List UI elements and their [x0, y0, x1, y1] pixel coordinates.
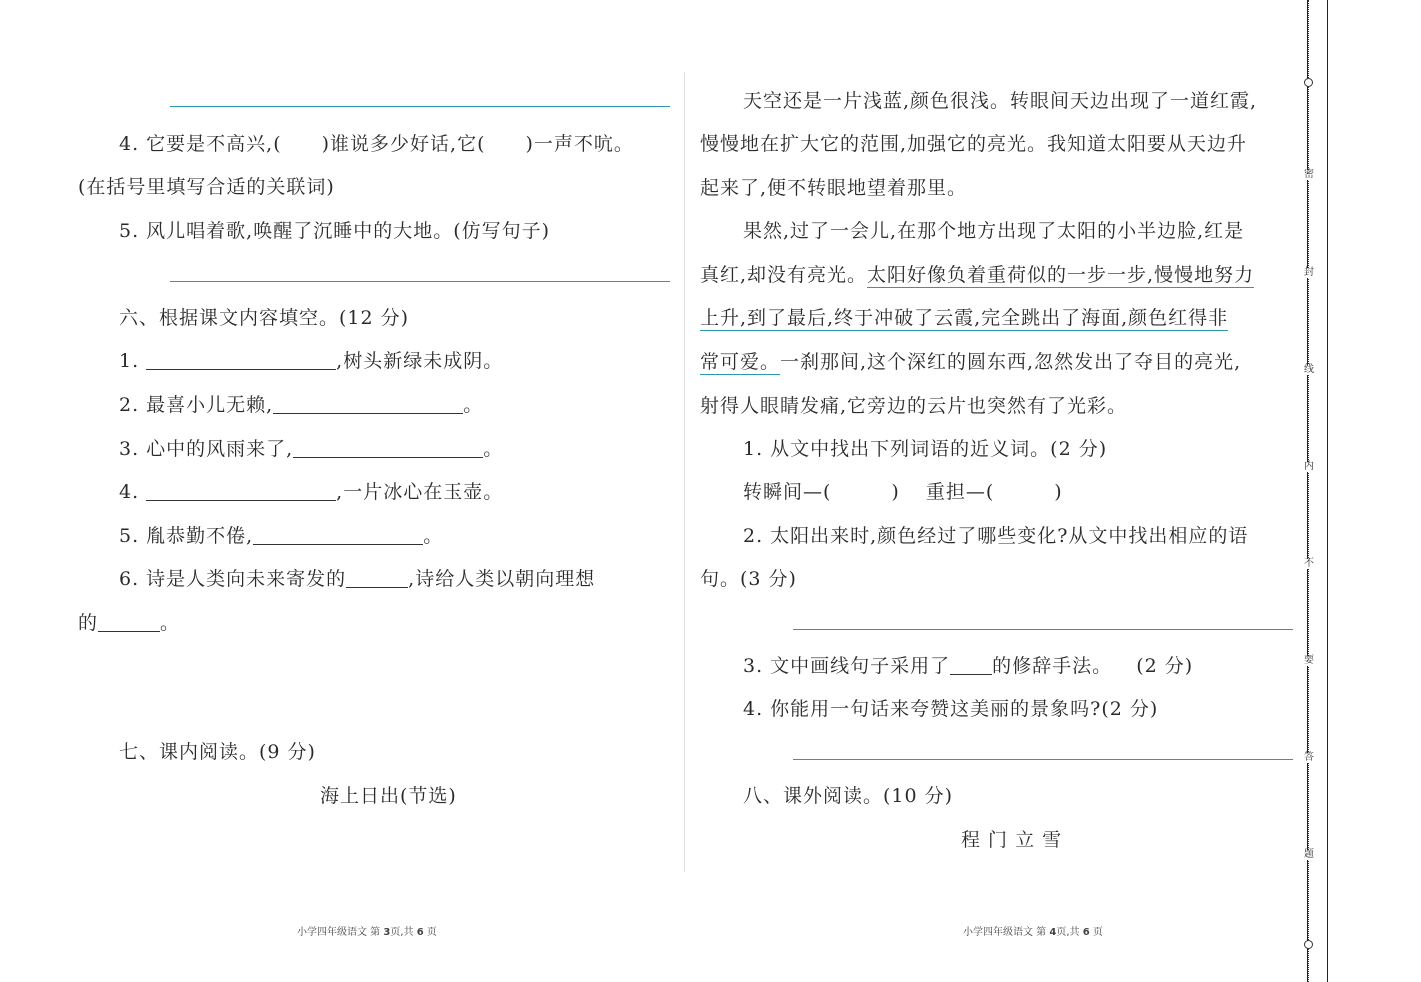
seal-char: 不	[1304, 558, 1314, 569]
fill-blank[interactable]	[273, 395, 463, 414]
section-6-title: 六、根据课文内容填空。(12 分)	[119, 307, 410, 329]
passage-title: 海上日出(节选)	[320, 785, 457, 807]
underlined-sentence: 上升,到了最后,终于冲破了云霞,完全跳出了海面,颜色红得非	[700, 307, 1229, 329]
seal-char: 题	[1304, 849, 1314, 860]
fill-blank[interactable]	[950, 656, 992, 675]
reading-question-4: 4. 你能用一句话来夸赞这美丽的景象吗?(2 分)	[743, 698, 1159, 720]
passage-line: 果然,过了一会儿,在那个地方出现了太阳的小半边脸,红是	[743, 220, 1245, 242]
reading-question-1: 1. 从文中找出下列词语的近义词。(2 分)	[743, 438, 1108, 460]
seal-char: 封	[1304, 267, 1314, 278]
reading-question-2-cont: 句。(3 分)	[700, 568, 797, 590]
fill-blank[interactable]	[146, 482, 336, 501]
fill-item-2: 2. 最喜小儿无赖, 。	[119, 394, 484, 416]
page-divider	[684, 72, 685, 872]
underlined-sentence: 常可爱。	[700, 351, 781, 373]
seal-char: 线	[1304, 364, 1314, 375]
page-footer-right: 小学四年级语文 第 4页,共 6 页	[963, 927, 1103, 938]
passage-line: 起来了,便不转眼地望着那里。	[700, 177, 968, 199]
fill-item-3: 3. 心中的风雨来了, 。	[119, 438, 504, 460]
seal-line	[1300, 0, 1320, 982]
fill-blank[interactable]	[98, 613, 160, 632]
seal-char: 答	[1304, 752, 1314, 763]
passage-line: 射得人眼睛发痛,它旁边的云片也突然有了光彩。	[700, 395, 1128, 417]
binding-hole-icon	[1304, 940, 1313, 949]
fill-blank[interactable]	[146, 351, 336, 370]
fill-item-6-cont: 的 。	[78, 612, 181, 634]
fill-blank[interactable]	[293, 439, 483, 458]
fill-item-1: 1. ,树头新绿未成阴。	[119, 350, 504, 372]
answer-line[interactable]	[170, 281, 670, 282]
binding-hole-icon	[1304, 78, 1313, 87]
underlined-sentence: 太阳好像负着重荷似的一步一步,慢慢地努力	[867, 264, 1255, 286]
fill-item-6: 6. 诗是人类向未来寄发的 ,诗给人类以朝向理想	[119, 568, 596, 590]
passage-title: 程 门 立 雪	[961, 829, 1063, 851]
question-4: 4. 它要是不高兴,( )谁说多少好话,它( )一声不吭。	[119, 133, 634, 155]
passage-line: 真红,却没有亮光。太阳好像负着重荷似的一步一步,慢慢地努力	[700, 264, 1255, 286]
synonym-row: 转瞬间—( ) 重担—( )	[743, 481, 1063, 503]
seal-char: 要	[1304, 655, 1314, 666]
reading-question-2: 2. 太阳出来时,颜色经过了哪些变化?从文中找出相应的语	[743, 525, 1249, 547]
fill-item-4: 4. ,一片冰心在玉壶。	[119, 481, 504, 503]
answer-line[interactable]	[170, 106, 670, 107]
binding-border	[1327, 0, 1328, 982]
question-4-note: (在括号里填写合适的关联词)	[78, 176, 335, 198]
question-5: 5. 风儿唱着歌,唤醒了沉睡中的大地。(仿写句子)	[119, 220, 551, 242]
seal-char: 密	[1304, 169, 1314, 180]
page-footer-left: 小学四年级语文 第 3页,共 6 页	[297, 927, 437, 938]
fill-item-5: 5. 胤恭勤不倦, 。	[119, 525, 444, 547]
fill-blank[interactable]	[253, 526, 423, 545]
answer-line[interactable]	[793, 629, 1293, 630]
section-7-title: 七、课内阅读。(9 分)	[119, 741, 316, 763]
answer-line[interactable]	[793, 759, 1293, 760]
passage-line: 天空还是一片浅蓝,颜色很浅。转眼间天边出现了一道红霞,	[743, 90, 1258, 112]
seal-char: 内	[1304, 461, 1314, 472]
fill-blank[interactable]	[346, 569, 408, 588]
passage-line	[700, 303, 1228, 330]
passage-line: 慢慢地在扩大它的范围,加强它的亮光。我知道太阳要从天边升	[700, 133, 1248, 155]
section-8-title: 八、课外阅读。(10 分)	[743, 785, 954, 807]
reading-question-3: 3. 文中画线句子采用了 的修辞手法。 (2 分)	[743, 655, 1194, 677]
passage-line: 常可爱。一刹那间,这个深红的圆东西,忽然发出了夺目的亮光,	[700, 351, 1242, 373]
